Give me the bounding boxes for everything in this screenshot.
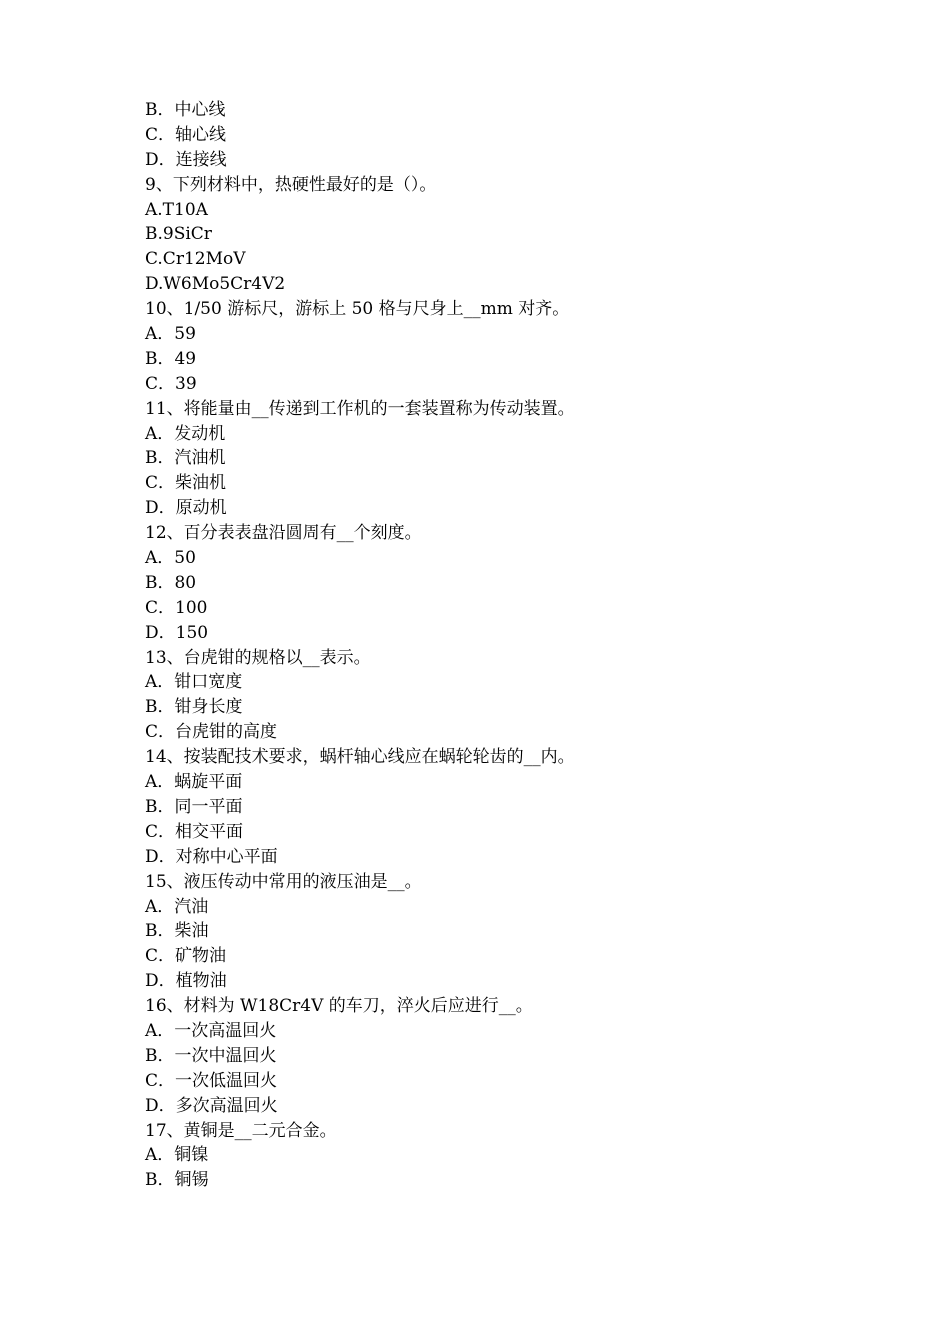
text-line: C．柴油机 (145, 473, 227, 494)
text-line: B．49 (145, 348, 197, 369)
text-line: D．150 (145, 622, 209, 643)
text-line: A．50 (145, 548, 196, 569)
text-line: B．同一平面 (145, 796, 243, 817)
text-line: D．植物油 (145, 971, 227, 992)
document-body (145, 98, 845, 1193)
text-line: D．连接线 (145, 149, 227, 170)
text-line: B．柴油 (145, 921, 209, 942)
text-line: 9、下列材料中，热硬性最好的是（）。 (145, 174, 437, 195)
text-line: A．59 (145, 324, 196, 345)
text-line: 14、按装配技术要求，蜗杆轴心线应在蜗轮轮齿的__内。 (145, 747, 575, 768)
text-line: A．发动机 (145, 423, 226, 444)
text-line: 11、将能量由__传递到工作机的一套装置称为传动装置。 (145, 398, 575, 419)
text-line: D．多次高温回火 (145, 1095, 278, 1116)
text-line: B．铜锡 (145, 1170, 209, 1191)
text-line: B．80 (145, 572, 197, 593)
text-line: B．一次中温回火 (145, 1045, 277, 1066)
text-line: D．原动机 (145, 498, 227, 519)
text-line: C．相交平面 (145, 821, 244, 842)
text-line: 12、百分表表盘沿圆周有__个刻度。 (145, 523, 422, 544)
text-line: C.Cr12MoV (145, 249, 246, 270)
text-line: B．中心线 (145, 100, 226, 120)
text-line: 10、1/50 游标尺，游标上 50 格与尺身上__mm 对齐。 (145, 299, 570, 320)
text-line: A．蜗旋平面 (145, 772, 243, 793)
text-line: C．轴心线 (145, 124, 227, 145)
text-line: A．一次高温回火 (145, 1020, 277, 1041)
text-line: 17、黄铜是__二元合金。 (145, 1120, 337, 1141)
text-line: A．铜镍 (145, 1145, 209, 1166)
text-line: 13、台虎钳的规格以__表示。 (145, 647, 371, 668)
text-line: C．100 (145, 597, 208, 618)
text-line: D.W6Mo5Cr4V2 (145, 274, 286, 295)
text-line: C．台虎钳的高度 (145, 722, 278, 743)
text-line: C．一次低温回火 (145, 1070, 278, 1091)
text-line: A.T10A (145, 199, 208, 220)
text-line: C．39 (145, 373, 197, 394)
text-line: C．矿物油 (145, 946, 227, 967)
text-line: B．钳身长度 (145, 697, 243, 718)
text-line: B.9SiCr (145, 224, 212, 245)
text-line: D．对称中心平面 (145, 846, 278, 867)
text-line: A．钳口宽度 (145, 672, 243, 693)
text-line: 16、材料为 W18Cr4V 的车刀，淬火后应进行__。 (145, 996, 533, 1017)
text-line: A．汽油 (145, 896, 209, 917)
text-line: 15、液压传动中常用的液压油是__。 (145, 871, 422, 892)
text-line: B．汽油机 (145, 448, 226, 469)
